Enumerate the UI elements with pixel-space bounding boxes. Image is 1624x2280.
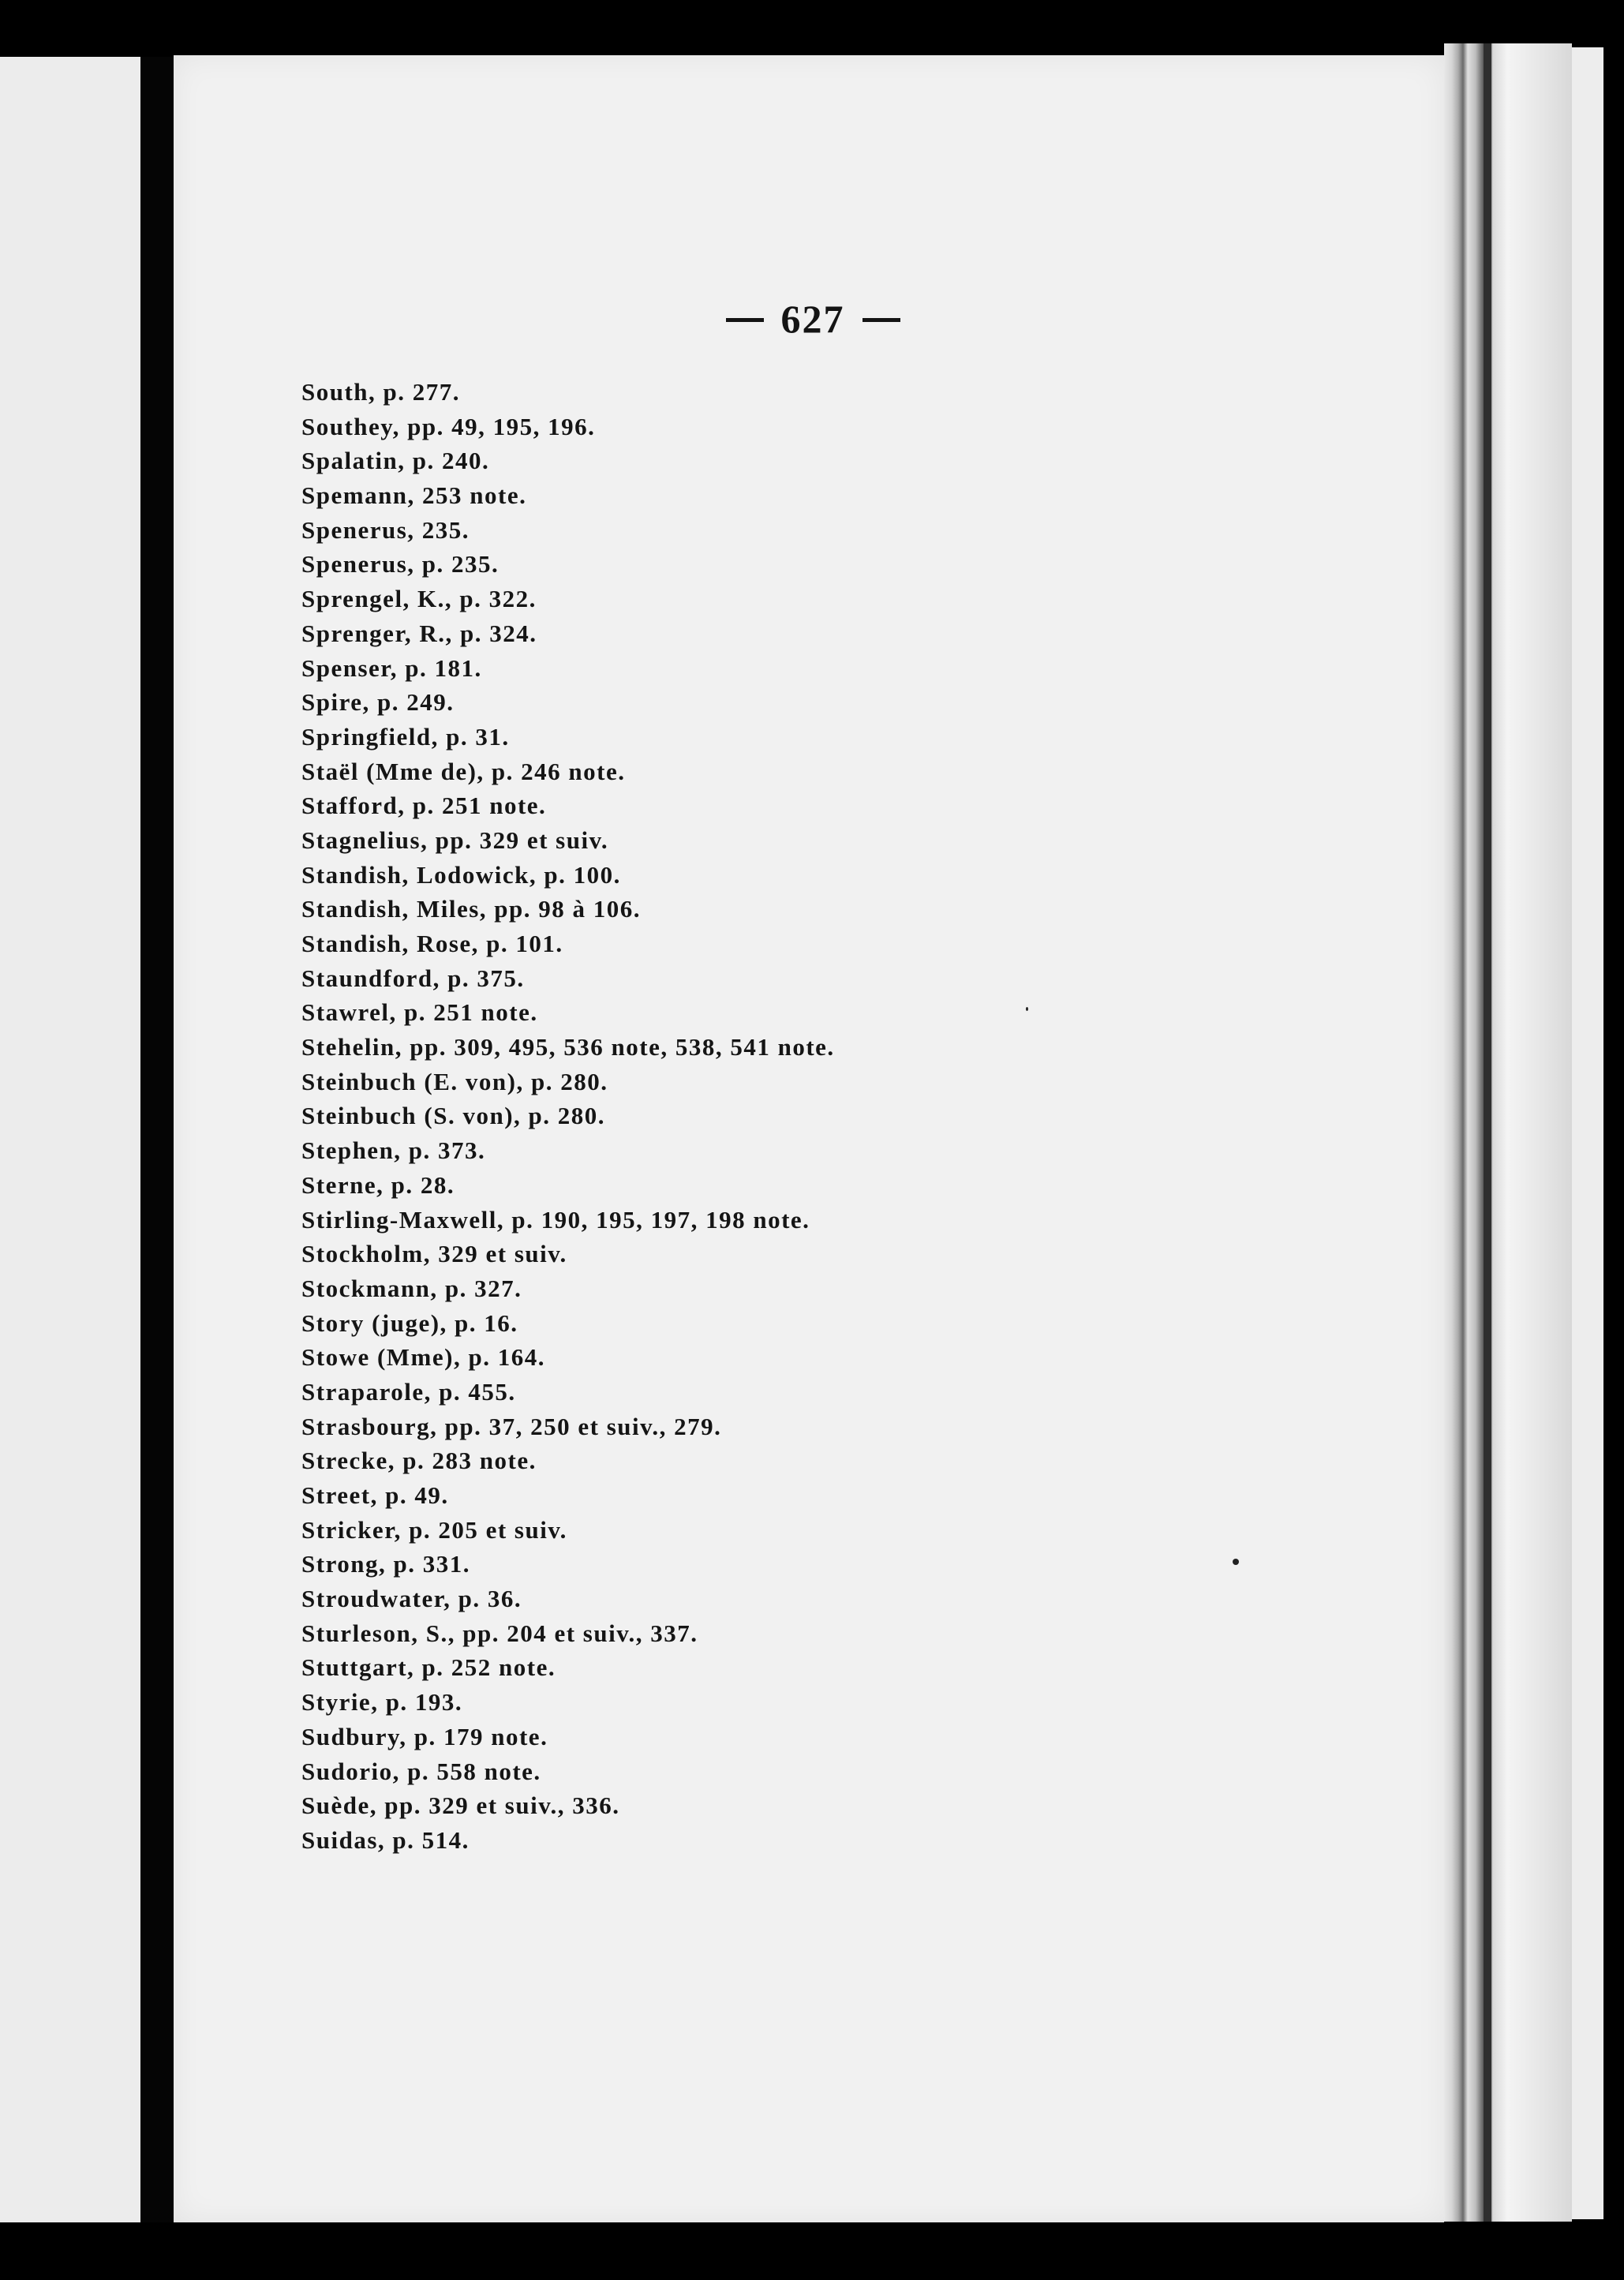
index-entry: Southey, pp. 49, 195, 196. (301, 412, 596, 440)
index-entry: Strecke, p. 283 note. (301, 1447, 537, 1475)
speck (1233, 1559, 1239, 1565)
index-entry: Stockholm, 329 et suiv. (301, 1240, 567, 1268)
index-entry: Stehelin, pp. 309, 495, 536 note, 538, 541 note. (301, 1033, 835, 1061)
index-entry: Stricker, p. 205 et suiv. (301, 1515, 567, 1544)
index-entry: Sudbury, p. 179 note. (301, 1722, 548, 1750)
index-entry: Spalatin, p. 240. (301, 447, 490, 475)
index-entry: Spemann, 253 note. (301, 481, 527, 510)
index-entry: Stowe (Mme), p. 164. (301, 1343, 545, 1372)
index-entry: Strong, p. 331. (301, 1550, 470, 1578)
right-page-edge (1572, 47, 1603, 2219)
index-entry: Street, p. 49. (301, 1481, 449, 1509)
index-entry: Stuttgart, p. 252 note. (301, 1653, 556, 1682)
gutter-shadow (140, 57, 174, 2222)
index-entry: Straparole, p. 455. (301, 1377, 516, 1406)
index-entry: Styrie, p. 193. (301, 1688, 463, 1717)
index-entry: Sterne, p. 28. (301, 1170, 455, 1199)
index-entry: Stephen, p. 373. (301, 1136, 486, 1165)
index-entry: Stroudwater, p. 36. (301, 1585, 522, 1613)
index-list (301, 375, 835, 1858)
index-entry: Sprenger, R., p. 324. (301, 619, 537, 647)
index-entry: Sudorio, p. 558 note. (301, 1757, 541, 1785)
left-page-edge (0, 57, 142, 2222)
index-entry: Story (juge), p. 16. (301, 1308, 518, 1337)
index-entry: Steinbuch (E. von), p. 280. (301, 1067, 608, 1095)
index-entry: Sturleson, S., pp. 204 et suiv., 337. (301, 1619, 698, 1647)
binding-shadow (1484, 43, 1491, 2222)
index-entry: South, p. 277. (301, 378, 461, 406)
index-entry: Springfield, p. 31. (301, 722, 510, 751)
page-header (174, 296, 1452, 342)
page-number: 627 (780, 297, 845, 341)
index-entry: Standish, Lodowick, p. 100. (301, 860, 621, 889)
index-entry: Suède, pp. 329 et suiv., 336. (301, 1791, 620, 1820)
index-entry: Stagnelius, pp. 329 et suiv. (301, 826, 609, 854)
index-entry: Spenerus, p. 235. (301, 550, 500, 578)
index-entry: Standish, Miles, pp. 98 à 106. (301, 895, 642, 923)
index-entry: Sprengel, K., p. 322. (301, 585, 537, 613)
index-entry: Staundford, p. 375. (301, 964, 525, 992)
header-dash-left (726, 318, 764, 322)
index-entry: Spenerus, 235. (301, 515, 470, 544)
speck (1026, 1007, 1028, 1011)
index-entry: Steinbuch (S. von), p. 280. (301, 1102, 606, 1130)
index-entry: Standish, Rose, p. 101. (301, 930, 563, 957)
index-entry: Spenser, p. 181. (301, 653, 482, 682)
index-entry: Stawrel, p. 251 note. (301, 998, 538, 1027)
index-entry: Staël (Mme de), p. 246 note. (301, 757, 626, 785)
index-entry: Spire, p. 249. (301, 688, 455, 717)
book-binding (1444, 43, 1572, 2222)
scan-border (1603, 0, 1624, 2280)
header-dash-right (863, 318, 900, 322)
index-entry: Suidas, p. 514. (301, 1825, 470, 1854)
index-entry: Stockmann, p. 327. (301, 1274, 522, 1302)
index-entry: Stafford, p. 251 note. (301, 792, 547, 820)
index-entry: Stirling-Maxwell, p. 190, 195, 197, 198 note. (301, 1205, 810, 1234)
index-entry: Strasbourg, pp. 37, 250 et suiv., 279. (301, 1412, 722, 1440)
index-page (174, 55, 1444, 2222)
